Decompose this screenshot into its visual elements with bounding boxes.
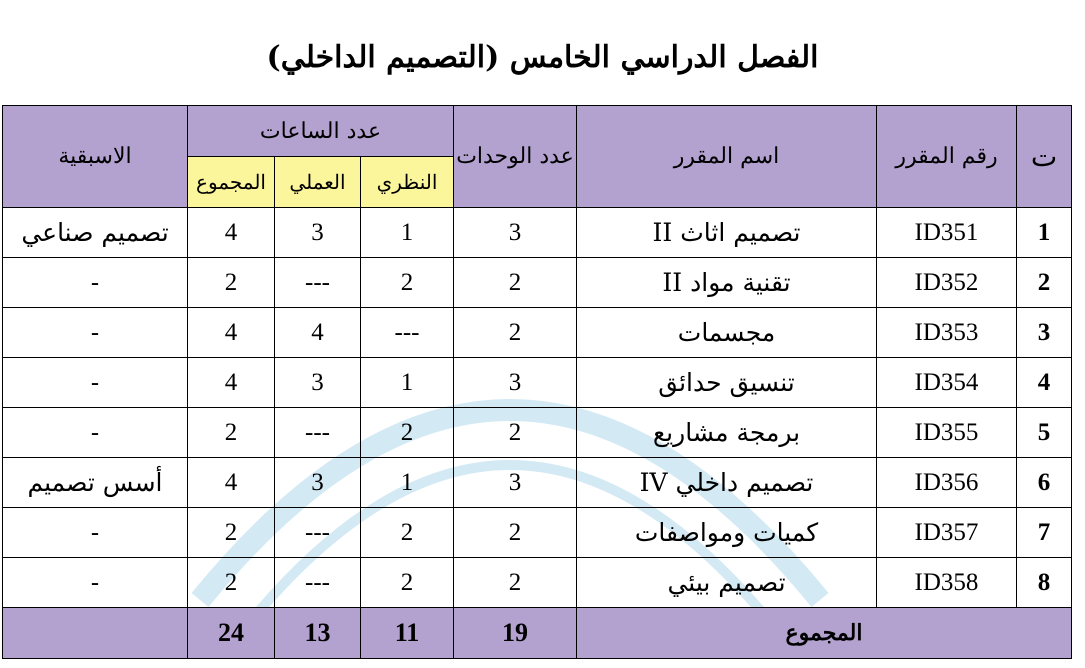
hours-practical: ---: [275, 558, 361, 608]
course-name: تنسيق حدائق: [577, 358, 877, 408]
row-index: 2: [1017, 258, 1072, 308]
header-total: المجموع: [188, 157, 275, 208]
header-practical: العملي: [275, 157, 361, 208]
totals-total: 24: [188, 608, 275, 659]
course-prerequisite: -: [3, 558, 188, 608]
table-row: [3, 208, 1072, 258]
row-index: 6: [1017, 458, 1072, 508]
course-code: ID354: [877, 358, 1017, 408]
course-units: 3: [454, 208, 577, 258]
header-course-name: اسم المقرر: [577, 106, 877, 208]
course-units: 2: [454, 558, 577, 608]
hours-theoretical: ---: [361, 308, 454, 358]
course-units: 2: [454, 408, 577, 458]
hours-total: 4: [188, 208, 275, 258]
hours-theoretical: 2: [361, 258, 454, 308]
totals-practical: 13: [275, 608, 361, 659]
course-units: 3: [454, 358, 577, 408]
hours-theoretical: 1: [361, 458, 454, 508]
table-row: [3, 558, 1072, 608]
header-row: [3, 106, 1072, 157]
hours-practical: 3: [275, 208, 361, 258]
table-row: [3, 258, 1072, 308]
course-code: ID351: [877, 208, 1017, 258]
table-row: [3, 508, 1072, 558]
hours-practical: ---: [275, 508, 361, 558]
course-name: تصميم بيئي: [577, 558, 877, 608]
course-code: ID356: [877, 458, 1017, 508]
header-course-code: رقم المقرر: [877, 106, 1017, 208]
hours-practical: 3: [275, 458, 361, 508]
hours-theoretical: 1: [361, 358, 454, 408]
course-name: برمجة مشاريع: [577, 408, 877, 458]
hours-total: 2: [188, 258, 275, 308]
hours-theoretical: 2: [361, 558, 454, 608]
table-row: [3, 358, 1072, 408]
hours-practical: ---: [275, 408, 361, 458]
course-name: تصميم اثاث II: [577, 208, 877, 258]
course-name: تصميم داخلي IV: [577, 458, 877, 508]
hours-total: 2: [188, 508, 275, 558]
course-code: ID358: [877, 558, 1017, 608]
course-units: 3: [454, 458, 577, 508]
totals-label: المجموع: [577, 608, 1072, 659]
hours-total: 2: [188, 408, 275, 458]
course-code: ID353: [877, 308, 1017, 358]
table-row: [3, 308, 1072, 358]
row-index: 5: [1017, 408, 1072, 458]
row-index: 1: [1017, 208, 1072, 258]
course-prerequisite: -: [3, 258, 188, 308]
course-prerequisite: -: [3, 308, 188, 358]
table-row: [3, 408, 1072, 458]
hours-practical: ---: [275, 258, 361, 308]
course-code: ID357: [877, 508, 1017, 558]
hours-total: 4: [188, 358, 275, 408]
totals-row: [3, 608, 1072, 659]
course-units: 2: [454, 308, 577, 358]
course-prerequisite: تصميم صناعي: [3, 208, 188, 258]
course-code: ID352: [877, 258, 1017, 308]
header-index: ت: [1017, 106, 1072, 208]
row-index: 8: [1017, 558, 1072, 608]
hours-theoretical: 1: [361, 208, 454, 258]
course-units: 2: [454, 258, 577, 308]
row-index: 3: [1017, 308, 1072, 358]
course-name: كميات ومواصفات: [577, 508, 877, 558]
course-prerequisite: -: [3, 358, 188, 408]
totals-units: 19: [454, 608, 577, 659]
course-units: 2: [454, 508, 577, 558]
course-name: مجسمات: [577, 308, 877, 358]
row-index: 7: [1017, 508, 1072, 558]
page-title: الفصل الدراسي الخامس (التصميم الداخلي): [266, 40, 819, 75]
course-prerequisite: أسس تصميم: [3, 458, 188, 508]
totals-prerequisite-empty: [3, 608, 188, 659]
row-index: 4: [1017, 358, 1072, 408]
hours-theoretical: 2: [361, 508, 454, 558]
curriculum-table: [2, 105, 1072, 659]
course-name: تقنية مواد II: [577, 258, 877, 308]
header-hours: عدد الساعات: [188, 106, 454, 157]
hours-total: 4: [188, 458, 275, 508]
table-row: [3, 458, 1072, 508]
hours-practical: 4: [275, 308, 361, 358]
hours-total: 4: [188, 308, 275, 358]
course-code: ID355: [877, 408, 1017, 458]
hours-theoretical: 2: [361, 408, 454, 458]
hours-total: 2: [188, 558, 275, 608]
header-theoretical: النظري: [361, 157, 454, 208]
header-prerequisite: الاسبقية: [3, 106, 188, 208]
course-prerequisite: -: [3, 408, 188, 458]
header-units: عدد الوحدات: [454, 106, 577, 208]
totals-theoretical: 11: [361, 608, 454, 659]
course-prerequisite: -: [3, 508, 188, 558]
hours-practical: 3: [275, 358, 361, 408]
